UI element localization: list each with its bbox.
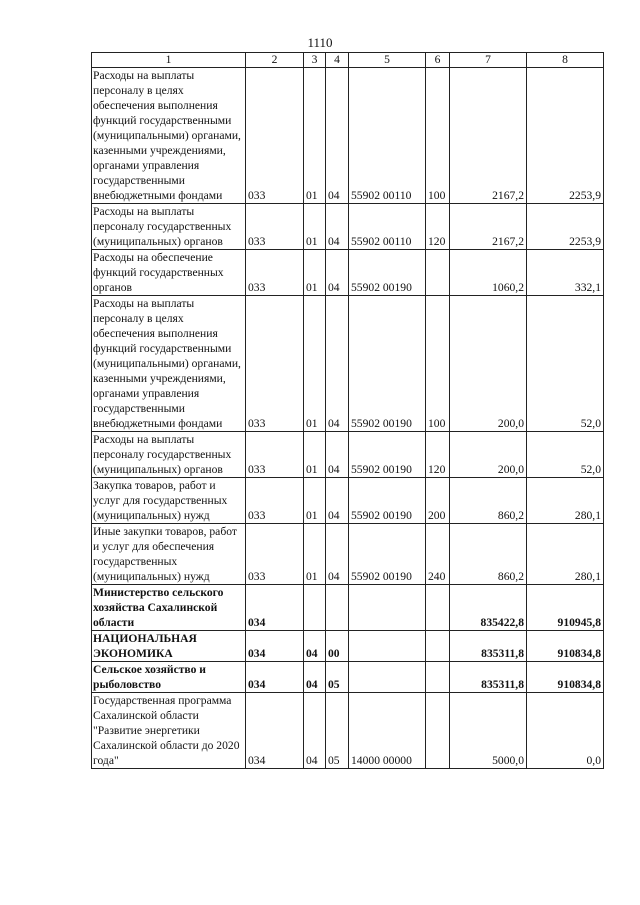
row-section-cell: 01 <box>304 296 326 432</box>
row-section-cell: 01 <box>304 68 326 204</box>
table-row <box>92 68 604 204</box>
row-value-2018-cell: 332,1 <box>527 250 604 296</box>
row-type-cell: 100 <box>426 68 450 204</box>
row-value-2017-cell: 5000,0 <box>450 693 527 769</box>
row-code-cell: 033 <box>246 204 304 250</box>
row-value-2017-cell: 835311,8 <box>450 662 527 693</box>
row-value-2018-cell: 910834,8 <box>527 662 604 693</box>
table-row <box>92 204 604 250</box>
row-target-cell <box>349 662 426 693</box>
row-value-2018-cell: 52,0 <box>527 296 604 432</box>
column-header: 6 <box>426 53 450 68</box>
row-target-cell: 55902 00190 <box>349 250 426 296</box>
table-row <box>92 524 604 585</box>
row-name-cell: Министерство сельского хозяйства Сахалинской области <box>92 585 246 631</box>
table-row <box>92 693 604 769</box>
row-name-cell: Расходы на выплаты персоналу в целях обеспечения выполнения функций государственными (муниципальными) органами, казенными учреждениями, органами управления государственными внебюджетными фондами <box>92 296 246 432</box>
row-section-cell: 01 <box>304 432 326 478</box>
row-code-cell: 033 <box>246 478 304 524</box>
row-name-cell: Расходы на обеспечение функций государственных органов <box>92 250 246 296</box>
column-header: 4 <box>326 53 349 68</box>
row-name-cell: Закупка товаров, работ и услуг для государственных (муниципальных) нужд <box>92 478 246 524</box>
row-section-cell: 01 <box>304 524 326 585</box>
column-header: 2 <box>246 53 304 68</box>
table-row <box>92 631 604 662</box>
table-row <box>92 250 604 296</box>
row-value-2018-cell: 2253,9 <box>527 68 604 204</box>
row-code-cell: 034 <box>246 693 304 769</box>
row-subsection-cell: 04 <box>326 296 349 432</box>
row-value-2017-cell: 860,2 <box>450 478 527 524</box>
row-value-2018-cell: 2253,9 <box>527 204 604 250</box>
budget-table <box>91 52 604 769</box>
row-value-2018-cell: 910945,8 <box>527 585 604 631</box>
row-section-cell: 01 <box>304 478 326 524</box>
row-type-cell <box>426 693 450 769</box>
row-section-cell: 01 <box>304 204 326 250</box>
row-type-cell <box>426 585 450 631</box>
row-type-cell: 100 <box>426 296 450 432</box>
row-subsection-cell: 04 <box>326 524 349 585</box>
row-subsection-cell: 05 <box>326 662 349 693</box>
row-name-cell: Государственная программа Сахалинской области "Развитие энергетики Сахалинской области до 2020 года" <box>92 693 246 769</box>
column-header-row <box>92 53 604 68</box>
row-target-cell: 55902 00190 <box>349 478 426 524</box>
row-value-2017-cell: 1060,2 <box>450 250 527 296</box>
row-value-2018-cell: 910834,8 <box>527 631 604 662</box>
row-subsection-cell: 04 <box>326 68 349 204</box>
row-target-cell: 55902 00110 <box>349 204 426 250</box>
row-target-cell: 55902 00190 <box>349 432 426 478</box>
row-type-cell: 240 <box>426 524 450 585</box>
row-value-2017-cell: 200,0 <box>450 296 527 432</box>
column-header: 1 <box>92 53 246 68</box>
row-name-cell: Расходы на выплаты персоналу государственных (муниципальных) органов <box>92 432 246 478</box>
row-value-2017-cell: 835311,8 <box>450 631 527 662</box>
column-header: 5 <box>349 53 426 68</box>
row-target-cell: 55902 00190 <box>349 524 426 585</box>
row-value-2017-cell: 835422,8 <box>450 585 527 631</box>
row-value-2017-cell: 200,0 <box>450 432 527 478</box>
row-value-2017-cell: 2167,2 <box>450 68 527 204</box>
row-name-cell: Сельское хозяйство и рыболовство <box>92 662 246 693</box>
row-section-cell: 04 <box>304 693 326 769</box>
row-name-cell: Иные закупки товаров, работ и услуг для обеспечения государственных (муниципальных) нужд <box>92 524 246 585</box>
row-type-cell: 200 <box>426 478 450 524</box>
row-subsection-cell: 05 <box>326 693 349 769</box>
row-value-2018-cell: 280,1 <box>527 478 604 524</box>
row-code-cell: 033 <box>246 524 304 585</box>
row-code-cell: 033 <box>246 250 304 296</box>
row-subsection-cell: 04 <box>326 478 349 524</box>
table-body <box>92 53 604 769</box>
column-header: 7 <box>450 53 527 68</box>
table-row <box>92 585 604 631</box>
row-name-cell: Расходы на выплаты персоналу государственных (муниципальных) органов <box>92 204 246 250</box>
row-section-cell: 04 <box>304 631 326 662</box>
row-target-cell: 55902 00190 <box>349 296 426 432</box>
row-target-cell <box>349 631 426 662</box>
row-code-cell: 034 <box>246 585 304 631</box>
column-header: 8 <box>527 53 604 68</box>
row-target-cell: 14000 00000 <box>349 693 426 769</box>
column-header: 3 <box>304 53 326 68</box>
table-row <box>92 296 604 432</box>
row-name-cell: Расходы на выплаты персоналу в целях обеспечения выполнения функций государственными (муниципальными) органами, казенными учреждениями, органами управления государственными внебюджетными фондами <box>92 68 246 204</box>
row-section-cell: 01 <box>304 250 326 296</box>
row-target-cell: 55902 00110 <box>349 68 426 204</box>
row-value-2018-cell: 0,0 <box>527 693 604 769</box>
row-type-cell <box>426 662 450 693</box>
row-value-2018-cell: 52,0 <box>527 432 604 478</box>
row-name-cell: НАЦИОНАЛЬНАЯ ЭКОНОМИКА <box>92 631 246 662</box>
row-type-cell: 120 <box>426 204 450 250</box>
row-code-cell: 033 <box>246 296 304 432</box>
row-subsection-cell: 00 <box>326 631 349 662</box>
row-subsection-cell: 04 <box>326 432 349 478</box>
page-number: 1110 <box>307 35 333 50</box>
row-section-cell <box>304 585 326 631</box>
row-section-cell: 04 <box>304 662 326 693</box>
row-code-cell: 033 <box>246 432 304 478</box>
row-code-cell: 033 <box>246 68 304 204</box>
table-row <box>92 662 604 693</box>
row-value-2018-cell: 280,1 <box>527 524 604 585</box>
row-type-cell <box>426 631 450 662</box>
row-code-cell: 034 <box>246 662 304 693</box>
row-subsection-cell: 04 <box>326 204 349 250</box>
row-target-cell <box>349 585 426 631</box>
table-row <box>92 478 604 524</box>
row-subsection-cell <box>326 585 349 631</box>
row-type-cell: 120 <box>426 432 450 478</box>
row-value-2017-cell: 2167,2 <box>450 204 527 250</box>
row-code-cell: 034 <box>246 631 304 662</box>
row-subsection-cell: 04 <box>326 250 349 296</box>
row-type-cell <box>426 250 450 296</box>
table-row <box>92 432 604 478</box>
row-value-2017-cell: 860,2 <box>450 524 527 585</box>
